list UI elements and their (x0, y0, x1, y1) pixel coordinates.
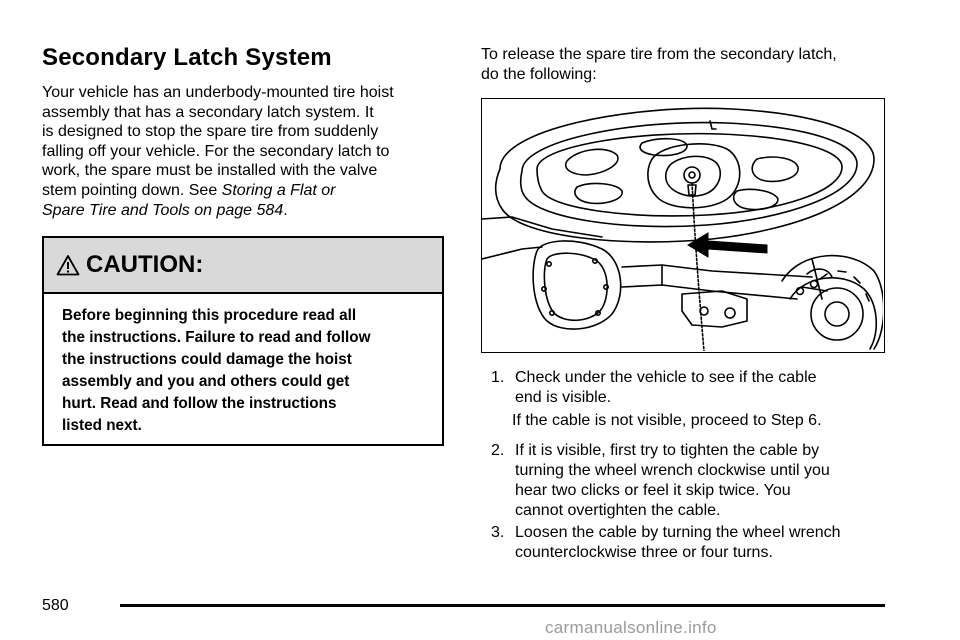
warning-triangle-icon (56, 254, 80, 276)
caution-line: hurt. Read and follow the instructions (62, 395, 337, 412)
step-line: cannot overtighten the cable. (515, 502, 721, 519)
step-line: end is visible. (515, 389, 612, 406)
step-line: counterclockwise three or four turns. (515, 544, 773, 561)
caution-line: assembly and you and others could get (62, 373, 350, 390)
page-number: 580 (42, 597, 69, 614)
release-intro (481, 45, 837, 85)
step-text (515, 368, 817, 408)
watermark: carmanualsonline.info (545, 618, 717, 637)
step-text (515, 523, 841, 563)
caution-box (42, 236, 444, 446)
step-line: Check under the vehicle to see if the cable (515, 369, 817, 386)
intro-line: Your vehicle has an underbody-mounted tire hoist (42, 84, 394, 101)
caution-title: CAUTION: (86, 251, 204, 278)
release-intro-line: To release the spare tire from the secondary latch, (481, 46, 837, 63)
spare-tire-drawing (482, 99, 883, 351)
intro-line: assembly that has a secondary latch system. It (42, 103, 374, 121)
step-number: 3. (491, 524, 505, 541)
step-line: hear two clicks or feel it skip twice. You (515, 482, 791, 499)
step-line: Loosen the cable by turning the wheel wrench (515, 524, 841, 541)
spare-tire-hoist-illustration (481, 98, 885, 353)
section-title: Secondary Latch System (42, 44, 332, 71)
step-item (491, 368, 891, 408)
step-item (491, 523, 891, 563)
caution-line: Before beginning this procedure read all (62, 307, 357, 324)
footer-rule (120, 604, 885, 607)
caution-line: the instructions. Failure to read and follow (62, 329, 371, 346)
caution-line: the instructions could damage the hoist (62, 351, 352, 368)
intro-line: falling off your vehicle. For the secondary latch to (42, 142, 390, 160)
intro-text: stem pointing down. See (42, 181, 222, 199)
cross-reference-link[interactable]: Storing a Flat or (221, 181, 336, 199)
step-line: turning the wheel wrench clockwise until you (515, 462, 830, 479)
intro-line: work, the spare must be installed with the valve (42, 162, 378, 180)
step-number: 1. (491, 369, 505, 386)
release-intro-line: do the following: (481, 66, 597, 83)
intro-line (42, 181, 452, 201)
step-text (515, 441, 830, 521)
intro-line (42, 201, 452, 221)
caution-header (44, 238, 442, 294)
step-item (491, 441, 891, 521)
step-number: 2. (491, 442, 505, 459)
caution-line: listed next. (62, 417, 142, 434)
intro-line: is designed to stop the spare tire from suddenly (42, 123, 379, 141)
step-note: If the cable is not visible, proceed to Step 6. (512, 412, 822, 429)
intro-paragraph (42, 83, 452, 220)
cross-reference-link[interactable]: Spare Tire and Tools on page 584 (42, 201, 284, 219)
intro-text: . (283, 201, 288, 219)
step-line: If it is visible, first try to tighten the cable by (515, 442, 820, 459)
caution-body (44, 294, 442, 437)
